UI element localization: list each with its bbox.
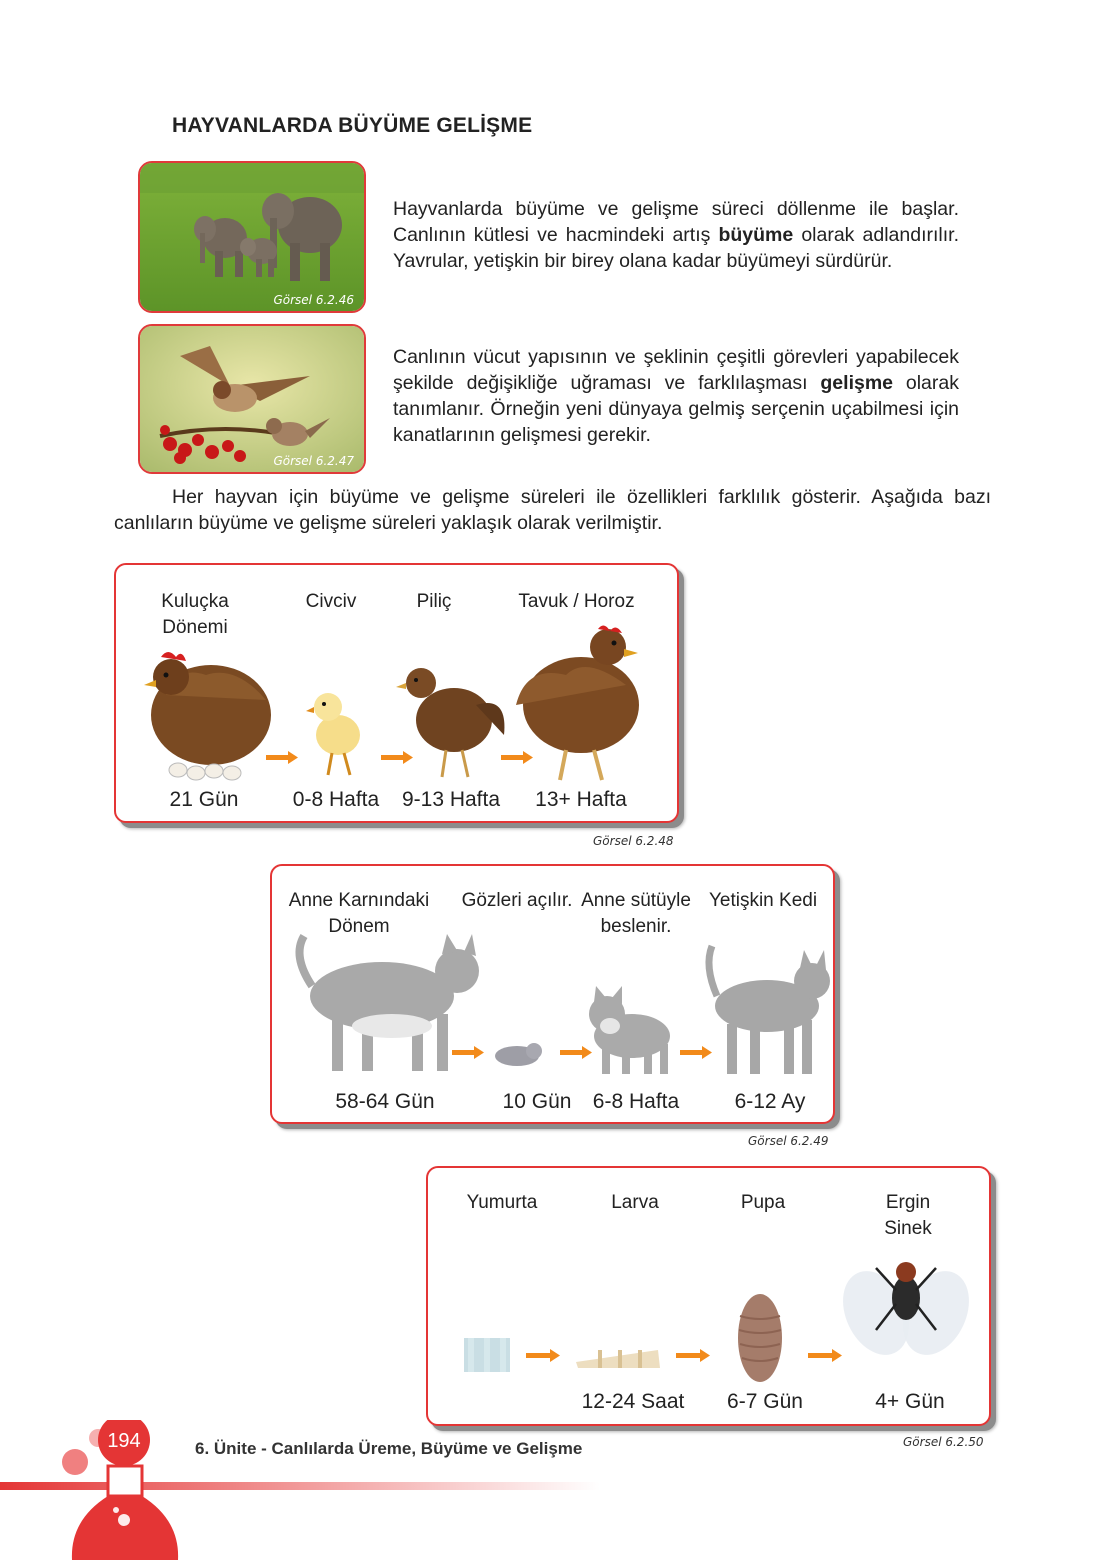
duration-value: 0-8 Hafta (292, 788, 380, 811)
fly-lifecycle-panel (426, 1166, 991, 1426)
sparrow-photo (138, 324, 366, 474)
duration-value: 21 Gün (169, 788, 239, 811)
elephant-image (140, 163, 364, 311)
stage-label: Yetişkin Kedi (708, 890, 818, 911)
duration-value: 6-7 Gün (727, 1390, 803, 1413)
hen-icon (144, 652, 271, 780)
stage-label: Tavuk / Horoz (518, 591, 635, 612)
fly-stages-illustration (428, 1238, 989, 1388)
stage-label: Pupa (740, 1192, 786, 1213)
photo-caption: Görsel 6.2.47 (273, 454, 354, 468)
duration-value: 13+ Hafta (535, 788, 627, 811)
newborn-kitten-icon (495, 1043, 542, 1066)
stage-label: Kuluçka Dönemi (161, 591, 229, 638)
figure-caption: Görsel 6.2.50 (903, 1435, 984, 1449)
duration-value: 10 Gün (502, 1090, 572, 1113)
flask-icon (72, 1466, 178, 1560)
arrow-icon (526, 1349, 842, 1362)
duration-value: 6-12 Ay (734, 1090, 806, 1113)
duration-value: 4+ Gün (875, 1390, 945, 1413)
duration-value: 58-64 Gün (335, 1090, 435, 1113)
cat-lifecycle-panel (270, 864, 835, 1124)
larva-icon (576, 1350, 660, 1368)
stage-label: Ergin Sinek (884, 1192, 932, 1239)
adult-cat-icon (709, 946, 830, 1074)
adult-hen-icon (516, 625, 639, 780)
fly-icon (830, 1260, 982, 1365)
chicken-stages-illustration (116, 625, 677, 785)
duration-value: 12-24 Saat (581, 1390, 685, 1413)
egg-icon (464, 1338, 510, 1372)
stage-label: Piliç (416, 591, 452, 612)
stage-label: Anne Karnındaki Dönem (288, 890, 430, 937)
growth-paragraph: Hayvanlarda büyüme ve gelişme süreci döllenme ile başlar. Canlının kütlesi ve hacmindeki artış büyüme olarak adlandırılır. Yavrular, yetişkin bir birey olana kadar büyümeyi sürdürür. (393, 198, 959, 272)
cat-stages-illustration (272, 926, 833, 1086)
development-term: gelişme (820, 372, 894, 394)
kitten-icon (589, 986, 670, 1074)
pullet-icon (396, 668, 504, 777)
stage-label: Gözleri açılır. (461, 890, 573, 911)
section-heading: HAYVANLARDA BÜYÜME GELİŞME (172, 114, 533, 137)
figure-caption: Görsel 6.2.49 (748, 1134, 829, 1148)
growth-term: büyüme (718, 224, 794, 246)
chicken-lifecycle-panel (114, 563, 679, 823)
figure-caption: Görsel 6.2.48 (593, 834, 674, 848)
unit-title: 6. Ünite - Canlılarda Üreme, Büyüme ve Gelişme (195, 1439, 583, 1458)
stage-label: Larva (611, 1192, 659, 1213)
sparrow-image (140, 326, 364, 472)
intro-paragraph: Her hayvan için büyüme ve gelişme süreleri ile özellikleri farklılık gösterir. Aşağıda bazı canlıların büyüme ve gelişme süreleri yaklaşık olarak verilmiştir. (114, 486, 991, 534)
bubble-icon (62, 1449, 88, 1475)
duration-value: 9-13 Hafta (401, 788, 501, 811)
stage-label: Yumurta (466, 1192, 538, 1213)
development-paragraph: Canlının vücut yapısının ve şeklinin çeşitli görevleri yapabilecek şekilde değişikliğe uğraması ve farklılaşması gelişme olarak tanımlanır. Örneğin yeni dünyaya gelmiş serçenin uçabilmesi için kanatlarının gelişmesi gerekir. (393, 346, 959, 446)
pupa-icon (738, 1294, 782, 1382)
page-number: 194 (107, 1430, 141, 1452)
arrow-icon (266, 751, 533, 764)
photo-caption: Görsel 6.2.46 (273, 293, 354, 307)
stage-label: Anne sütüyle beslenir. (581, 890, 691, 937)
elephant-photo (138, 161, 366, 313)
chick-icon (306, 693, 360, 775)
duration-value: 6-8 Hafta (592, 1090, 680, 1113)
arrow-icon (452, 1046, 712, 1059)
stage-label: Civciv (305, 591, 357, 612)
